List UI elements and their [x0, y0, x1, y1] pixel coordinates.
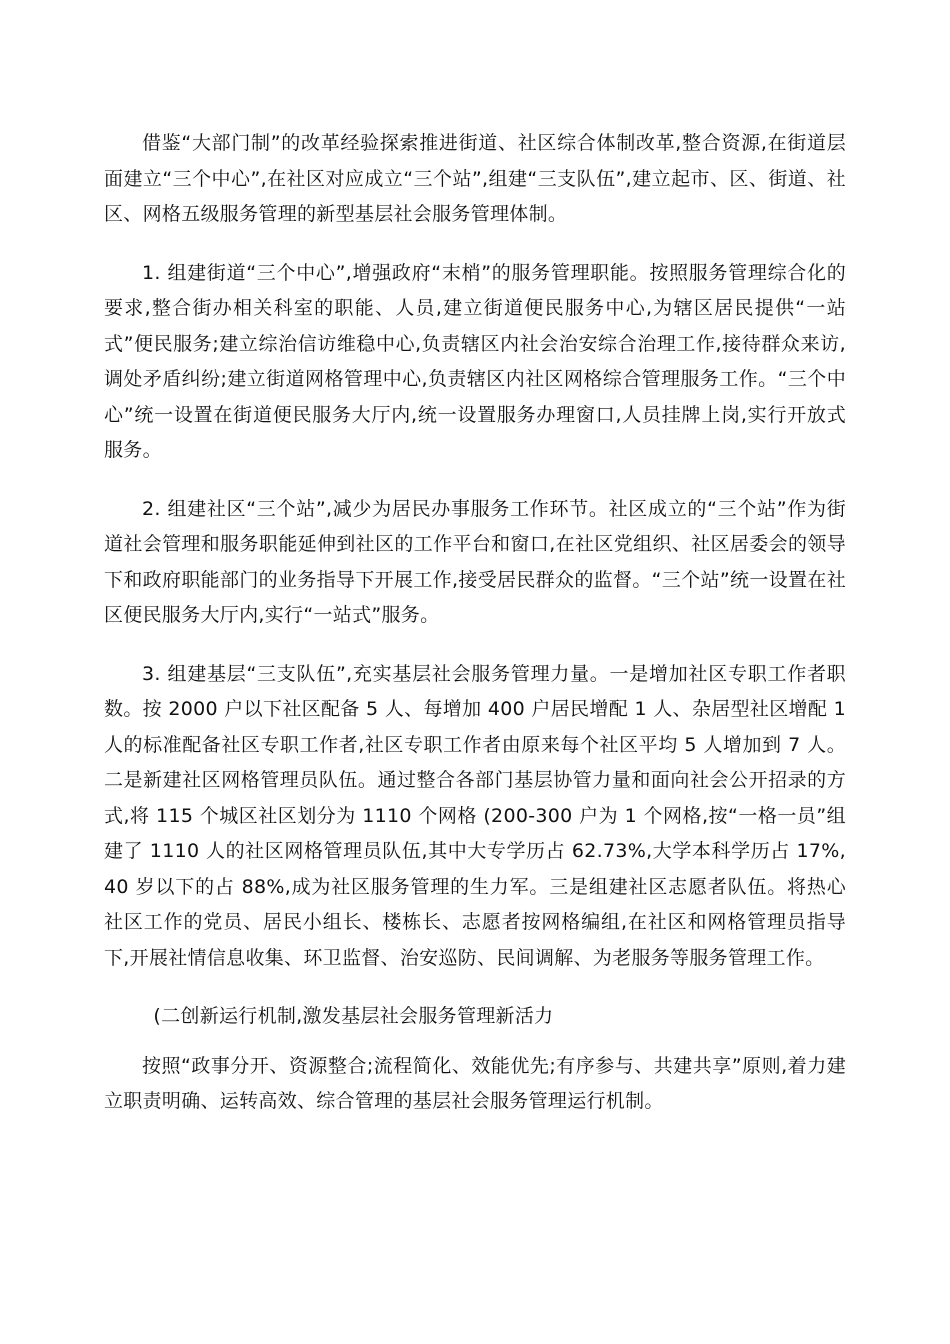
paragraph-community-stations: 2. 组建社区“三个站”,减少为居民办事服务工作环节。社区成立的“三个站”作为街道社会管理和服务职能延伸到社区的工作平台和窗口,在社区党组织、社区居委会的领导下和政府职能部门的业务指导下开展工作,接受居民群众的监督。“三个站”统一设置在社区便民服务大厅内,实行“一站式”服务。 — [104, 497, 846, 626]
paragraph-three-teams: 3. 组建基层“三支队伍”,充实基层社会服务管理力量。一是增加社区专职工作者职数。按 2000 户以下社区配备 5 人、每增加 400 户居民增配 1 人、杂居型社区增配 1 人的标准配备社区专职工作者,社区专职工作者由原来每个社区平均 5 人增加到 7 人。二是新建社区网格管理员队伍。通过整合各部门基层协管力量和面向社会公开招录的方式,将 115 个城区社区划分为 1110 个网格 (200-300 户为 1 个网格,按“一格一员”组建了 1110 人的社区网格管理员队伍,其中大专学历占 62.73%,大学本科学历占 17%,40 岁以下的占 88%,成为社区服务管理的生力军。三是组建社区志愿者队伍。将热心社区工作的党员、居民小组长、楼栋长、志愿者按网格编组,在社区和网格管理员指导下,开展社情信息收集、环卫监督、治安巡防、民间调解、为老服务等服务管理工作。 — [104, 662, 846, 969]
paragraph-street-centers: 1. 组建街道“三个中心”,增强政府“末梢”的服务管理职能。按照服务管理综合化的要求,整合街办相关科室的职能、人员,建立街道便民服务中心,为辖区居民提供“一站式”便民服务;建立综治信访维稳中心,负责辖区内社会治安综合治理工作,接待群众来访,调处矛盾纠纷;建立街道网格管理中心,负责辖区内社区网格综合管理服务工作。“三个中心”统一设置在街道便民服务大厅内,统一设置服务办理窗口,人员挂牌上岗,实行开放式服务。 — [104, 261, 846, 461]
document-body — [104, 126, 846, 1120]
paragraph-mechanism: 按照“政事分开、资源整合;流程简化、效能优先;有序参与、共建共享”原则,着力建立职责明确、运转高效、综合管理的基层社会服务管理运行机制。 — [104, 1054, 846, 1112]
paragraph-intro: 借鉴“大部门制”的改革经验探索推进街道、社区综合体制改革,整合资源,在街道层面建立“三个中心”,在社区对应成立“三个站”,组建“三支队伍”,建立起市、区、街道、社区、网格五级服务管理的新型基层社会服务管理体制。 — [104, 132, 846, 225]
section-heading: (二创新运行机制,激发基层社会服务管理新活力 — [153, 1005, 554, 1027]
